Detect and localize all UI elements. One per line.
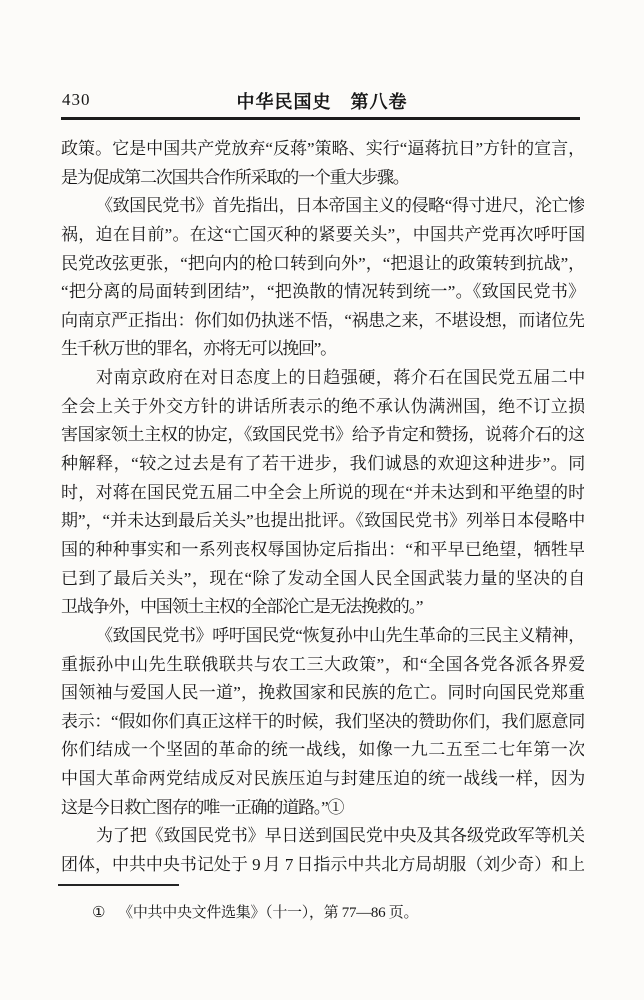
body-line: 政策。它是中国共产党放弃“反蒋”策略、实行“逼蒋抗日”方针的宣言， (61, 139, 584, 158)
body-line: 期”，“并未达到最后关头”也提出批评。《致国民党书》列举日本侵略中 (61, 511, 584, 531)
body-text (61, 135, 584, 880)
body-line: 《致国民党书》首先指出，日本帝国主义的侵略“得寸进尺，沦亡惨 (96, 196, 584, 216)
body-line: 时，对蒋在国民党五届二中全会上所说的现在“并未达到和平绝望的时 (61, 482, 584, 502)
body-line: “把分离的局面转到团结”，“把涣散的情况转到统一”。《致国民党书》 (61, 282, 584, 302)
page-number: 430 (62, 90, 91, 109)
footnote-text: 《中共中央文件选集》（十一），第 77—86 页。 (118, 905, 419, 921)
body-line: 民党改弦更张，“把向内的枪口转到向外”，“把退让的政策转到抗战”， (61, 253, 584, 273)
body-line: 向南京严正指出：你们如仍执迷不悟，“祸患之来，不堪设想，而诸位先 (61, 310, 584, 330)
body-line: 卫战争外，中国领土主权的全部沦亡是无法挽救的。” (61, 597, 423, 617)
body-line: 祸，迫在目前”。在这“亡国灭种的紧要关头”，中国共产党再次呼吁国 (61, 224, 584, 244)
body-line: 为了把《致国民党书》早日送到国民党中央及其各级党政军等机关 (96, 826, 584, 846)
running-head (62, 88, 582, 112)
body-line: 重振孙中山先生联俄联共与农工三大政策”，和“全国各党各派各界爱 (61, 654, 584, 674)
body-line: 团体，中共中央书记处于 9 月 7 日指示中共北方局胡服（刘少奇）和上 (61, 855, 584, 875)
body-line: 是为促成第二次国共合作所采取的一个重大步骤。 (61, 167, 409, 187)
body-line: 对南京政府在对日态度上的日趋强硬，蒋介石在国民党五届二中 (96, 368, 584, 388)
body-line: 生千秋万世的罪名，亦将无可以挽回”。 (61, 339, 336, 359)
body-line: 已到了最后关头”，现在“除了发动全国人民全国武装力量的坚决的自 (61, 568, 584, 588)
book-title: 中华民国史 第八卷 (236, 92, 408, 112)
header-rule (61, 117, 580, 120)
body-line: 这是今日救亡图存的唯一正确的道路。”① (61, 797, 344, 817)
body-line: 国领袖与爱国人民一道”，挽救国家和民族的危亡。同时向国民党郑重 (61, 683, 584, 703)
body-line: 全会上关于外交方针的讲话所表示的绝不承认伪满洲国，绝不订立损 (61, 396, 584, 416)
footnote-separator-rule (58, 884, 179, 886)
body-line: 害国家领土主权的协定，《致国民党书》给予肯定和赞扬，说蒋介石的这 (61, 425, 584, 445)
footnote-marker: ① (92, 905, 106, 921)
body-line: 表示：“假如你们真正这样干的时候，我们坚决的赞助你们，我们愿意同 (61, 711, 584, 731)
body-line: 你们结成一个坚固的革命的统一战线，如像一九二五至二七年第一次 (61, 740, 584, 760)
footnote (92, 902, 584, 924)
body-line: 中国大革命两党结成反对民族压迫与封建压迫的统一战线一样，因为 (61, 769, 584, 789)
body-line: 《致国民党书》呼吁国民党“恢复孙中山先生革命的三民主义精神， (96, 625, 584, 645)
body-line: 种解释，“较之过去是有了若干进步，我们诚恳的欢迎这种进步”。同 (61, 454, 584, 474)
body-line: 国的种种事实和一系列丧权辱国协定后指出：“和平早已绝望，牺牲早 (61, 539, 584, 559)
